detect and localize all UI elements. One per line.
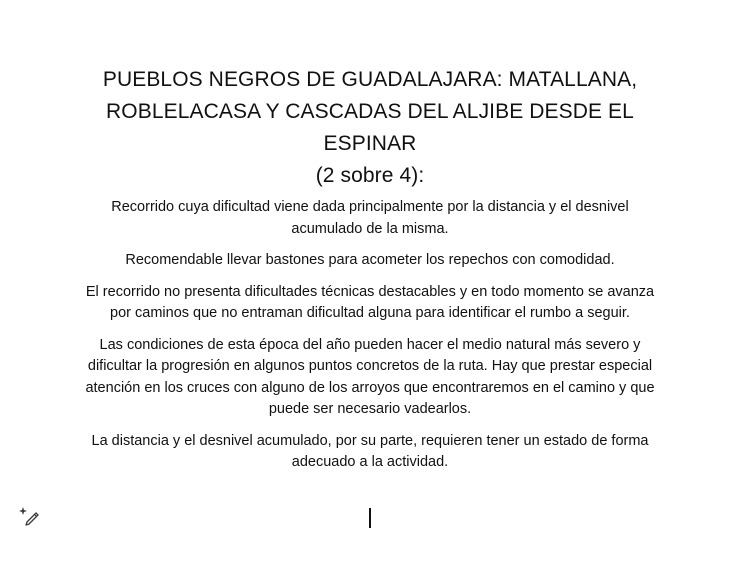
document-body[interactable]: [80, 64, 660, 474]
title-line-3: (2 sobre 4):: [315, 164, 425, 187]
designer-sparkle-pen-icon-svg: [18, 505, 40, 527]
document-title: [80, 64, 660, 192]
paragraph-difficulty: Recorrido cuya dificultad viene dada principalmente por la distancia y el desnivel acumulado de la misma.: [111, 199, 629, 237]
paragraph-fitness: La distancia y el desnivel acumulado, por su parte, requieren tener un estado de forma adecuado a la actividad.: [91, 432, 649, 470]
title-line-1: PUEBLOS NEGROS DE GUADALAJARA: MATALLANA,: [102, 68, 638, 91]
text-cursor: [369, 508, 371, 528]
title-line-2: ROBLELACASA Y CASCADAS DEL ALJIBE DESDE EL ESPINAR: [106, 100, 634, 155]
paragraph-conditions: Las condiciones de esta época del año pueden hacer el medio natural más severo y dificultar la progresión en algunos puntos concretos de la ruta. Hay que prestar especial atención en los cruces con alguno de los arroyos que encontraremos en el camino y que puede ser necesario vadearlos.: [85, 336, 655, 417]
paragraph-poles: Recomendable llevar bastones para acometer los repechos con comodidad.: [125, 252, 615, 268]
paragraph-technical: El recorrido no presenta dificultades técnicas destacables y en todo momento se avanza por caminos que no entraman dificultad alguna para identificar el rumbo a seguir.: [85, 283, 655, 321]
designer-sparkle-pen-icon[interactable]: [18, 505, 40, 527]
